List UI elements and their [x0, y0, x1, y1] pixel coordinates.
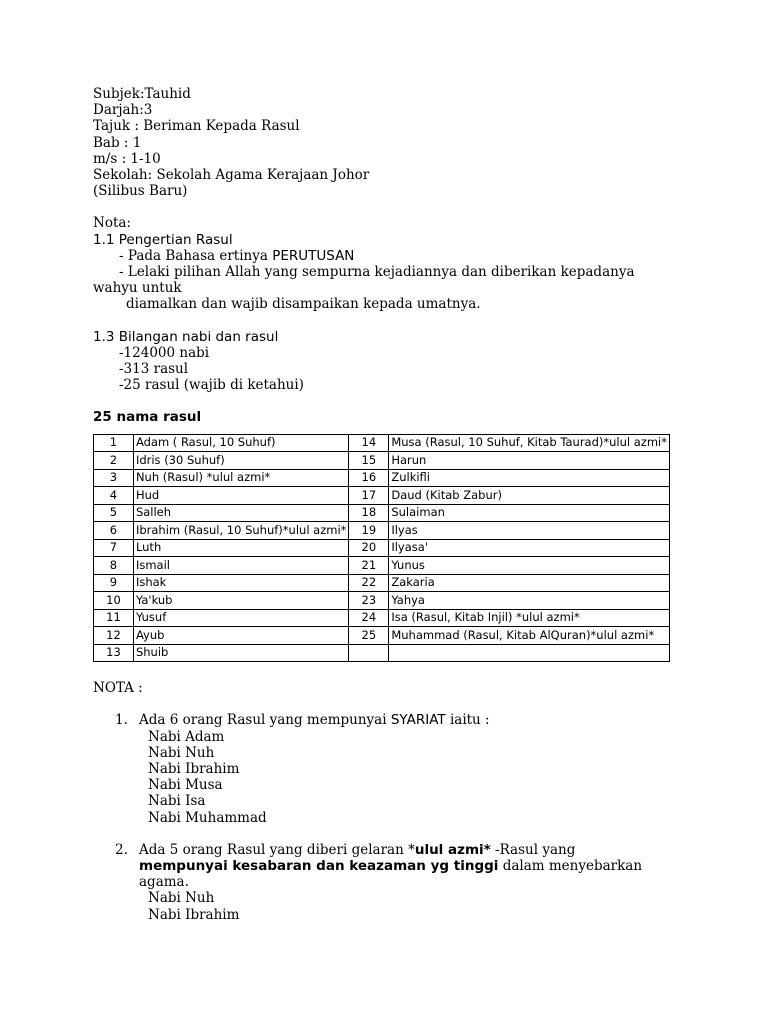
rasul-number: 4: [94, 487, 134, 505]
table-row: [94, 644, 670, 662]
list2-suffix: -Rasul yang: [490, 841, 576, 858]
rasul-number: 9: [94, 574, 134, 592]
rasul-number: 5: [94, 504, 134, 522]
section-1-3-item: -25 rasul (wajib di ketahui): [119, 377, 304, 394]
table-row: [94, 609, 670, 627]
list2-text: Ada 5 orang Rasul yang diberi gelaran *: [139, 841, 415, 858]
table-row: [94, 592, 670, 610]
header-pages: m/s : 1-10: [93, 150, 161, 167]
rasul-number: 24: [349, 609, 389, 627]
header-topic: Tajuk : Beriman Kepada Rasul: [93, 118, 300, 135]
rasul-number: 10: [94, 592, 134, 610]
section-1-3-item: -313 rasul: [119, 361, 189, 378]
rasul-number: 22: [349, 574, 389, 592]
rasul-name: Nuh (Rasul) *ulul azmi*: [133, 469, 348, 487]
table-row: [94, 522, 670, 540]
rasul-name: Isa (Rasul, Kitab Injil) *ulul azmi*: [389, 609, 670, 627]
rasul-name: Ismail: [133, 557, 348, 575]
section-1-3-title: 1.3 Bilangan nabi dan rasul: [93, 328, 279, 345]
header-syllabus: (Silibus Baru): [93, 183, 188, 200]
rasul-number: [349, 644, 389, 662]
section-1-1-line3: wahyu untuk: [93, 280, 182, 297]
nota2-label: NOTA :: [93, 680, 143, 697]
rasul-number: 15: [349, 452, 389, 470]
rasul-name: Harun: [389, 452, 670, 470]
rasul-number: 16: [349, 469, 389, 487]
list-name: Nabi Musa: [148, 777, 223, 794]
rasul-name: Shuib: [133, 644, 348, 662]
rasul-number: 11: [94, 609, 134, 627]
list-number: 1.: [115, 712, 128, 729]
line1-bold: PERUTUSAN: [272, 247, 355, 264]
table-row: [94, 627, 670, 645]
rasul-number: 6: [94, 522, 134, 540]
table-title: 25 nama rasul: [93, 409, 202, 426]
rasul-name: Daud (Kitab Zabur): [389, 487, 670, 505]
rasul-name: Luth: [133, 539, 348, 557]
rasul-number: 18: [349, 504, 389, 522]
rasul-name: Adam ( Rasul, 10 Suhuf): [133, 434, 348, 452]
list-item-2: [93, 842, 673, 891]
table-row: [94, 574, 670, 592]
rasul-number: 21: [349, 557, 389, 575]
list1-suffix: iaitu :: [445, 712, 490, 729]
rasul-number: 20: [349, 539, 389, 557]
rasul-number: 19: [349, 522, 389, 540]
header-grade: Darjah:3: [93, 102, 153, 119]
rasul-number: 23: [349, 592, 389, 610]
rasul-number: 3: [94, 469, 134, 487]
rasul-name: Yusuf: [133, 609, 348, 627]
rasul-number: 25: [349, 627, 389, 645]
rasul-name: Ya'kub: [133, 592, 348, 610]
list1-names: [93, 729, 673, 826]
list-name: Nabi Nuh: [148, 890, 215, 907]
rasul-name: Ayub: [133, 627, 348, 645]
header-chapter: Bab : 1: [93, 134, 142, 151]
rasul-name: Yahya: [389, 592, 670, 610]
table-row: [94, 557, 670, 575]
rasul-name: Ishak: [133, 574, 348, 592]
section-1-1-line1: [93, 248, 673, 264]
line1-text: - Pada Bahasa ertinya: [119, 247, 273, 264]
list2-line2-suffix: dalam menyebarkan: [498, 857, 643, 874]
list-name: Nabi Adam: [148, 728, 225, 745]
table-row: [94, 452, 670, 470]
rasul-name: Muhammad (Rasul, Kitab AlQuran)*ulul azmi*: [389, 627, 670, 645]
rasul-name: Zulkifli: [389, 469, 670, 487]
document-page: [93, 86, 673, 923]
list2-bold: ulul azmi*: [414, 841, 491, 858]
list-name: Nabi Nuh: [148, 744, 215, 761]
list-name: Nabi Ibrahim: [148, 760, 240, 777]
section-1-3-item: -124000 nabi: [119, 344, 210, 361]
rasul-name: Yunus: [389, 557, 670, 575]
rasul-number: 7: [94, 539, 134, 557]
rasul-table: [93, 434, 670, 663]
nota-label: Nota:: [93, 215, 131, 232]
rasul-name: Idris (30 Suhuf): [133, 452, 348, 470]
list-name: Nabi Ibrahim: [148, 906, 240, 923]
table-row: [94, 487, 670, 505]
header-subject: Subjek:Tauhid: [93, 86, 191, 102]
rasul-number: 13: [94, 644, 134, 662]
section-1-1-line4: diamalkan dan wajib disampaikan kepada umatnya.: [126, 296, 481, 313]
rasul-number: 2: [94, 452, 134, 470]
table-row: [94, 434, 670, 452]
rasul-name: Zakaria: [389, 574, 670, 592]
section-1-1-line2: - Lelaki pilihan Allah yang sempurna kejadiannya dan diberikan kepadanya: [119, 264, 635, 281]
rasul-name: Salleh: [133, 504, 348, 522]
table-row: [94, 469, 670, 487]
header-block: [93, 86, 673, 199]
table-row: [94, 504, 670, 522]
list-name: Nabi Muhammad: [148, 809, 267, 826]
rasul-number: 14: [349, 434, 389, 452]
list1-text: Ada 6 orang Rasul yang mempunyai: [139, 712, 391, 729]
list1-bold: SYARIAT: [390, 712, 446, 729]
list2-names: [93, 890, 673, 922]
section-1-1-title: 1.1 Pengertian Rasul: [93, 231, 233, 248]
rasul-name: Musa (Rasul, 10 Suhuf, Kitab Taurad)*ulul azmi*: [389, 434, 670, 452]
header-school: Sekolah: Sekolah Agama Kerajaan Johor: [93, 167, 370, 184]
rasul-number: 12: [94, 627, 134, 645]
rasul-name: Hud: [133, 487, 348, 505]
rasul-name: Ilyasa': [389, 539, 670, 557]
rasul-name: Sulaiman: [389, 504, 670, 522]
rasul-number: 8: [94, 557, 134, 575]
table-row: [94, 539, 670, 557]
list-number: 2.: [115, 841, 128, 858]
list2-line2-bold: mempunyai kesabaran dan keazaman yg tinggi: [139, 857, 499, 874]
list-name: Nabi Isa: [148, 793, 206, 810]
list-item-1: [93, 712, 673, 728]
rasul-name: [389, 644, 670, 662]
rasul-name: Ilyas: [389, 522, 670, 540]
list2-line3: agama.: [139, 874, 189, 891]
rasul-number: 17: [349, 487, 389, 505]
rasul-name: Ibrahim (Rasul, 10 Suhuf)*ulul azmi*: [133, 522, 348, 540]
rasul-number: 1: [94, 434, 134, 452]
